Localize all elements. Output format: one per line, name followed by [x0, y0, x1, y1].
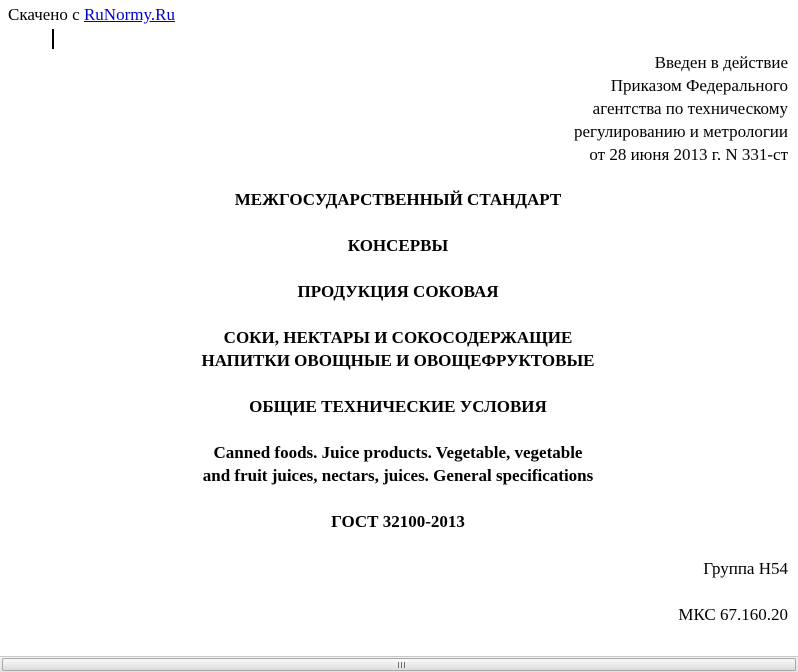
- intro-line: Приказом Федерального: [610, 76, 788, 95]
- gost-designation: [0, 510, 796, 533]
- intro-line: регулированию и метрологии: [573, 122, 788, 141]
- gost-designation-text: ГОСТ 32100-2013: [331, 512, 465, 531]
- english-title-line-1: Canned foods. Juice products. Vegetable, vegetable: [213, 443, 583, 462]
- standard-type: [0, 188, 796, 211]
- intro-line: от 28 июня 2013 г. N 331-ст: [589, 145, 788, 164]
- title-3: [0, 326, 796, 372]
- title-2-text: ПРОДУКЦИЯ СОКОВАЯ: [297, 282, 499, 301]
- group-code: Группа Н54: [703, 559, 788, 578]
- horizontal-scrollbar[interactable]: [0, 656, 798, 672]
- title-3-line-2: НАПИТКИ ОВОЩНЫЕ И ОВОЩЕФРУКТОВЫЕ: [201, 351, 595, 370]
- english-title: [0, 441, 796, 487]
- scrollbar-thumb[interactable]: [2, 658, 796, 671]
- title-1-text: КОНСЕРВЫ: [347, 236, 449, 255]
- title-3-line-1: СОКИ, НЕКТАРЫ И СОКОСОДЕРЖАЩИЕ: [223, 328, 573, 347]
- source-line: [8, 5, 175, 25]
- title-4: [0, 395, 796, 418]
- source-prefix: Скачено с: [8, 5, 84, 24]
- title-2: [0, 280, 796, 303]
- title-1: [0, 234, 796, 257]
- grip-icon: [397, 662, 406, 668]
- intro-line: агентства по техническому: [592, 99, 788, 118]
- mks-code: МКС 67.160.20: [678, 605, 788, 624]
- text-cursor: [52, 29, 54, 49]
- intro-line: Введен в действие: [654, 53, 788, 72]
- intro-block: [574, 51, 788, 166]
- runormy-link[interactable]: RuNormy.Ru: [83, 5, 175, 24]
- title-4-text: ОБЩИЕ ТЕХНИЧЕСКИЕ УСЛОВИЯ: [249, 397, 547, 416]
- english-title-line-2: and fruit juices, nectars, juices. General specifications: [202, 466, 594, 485]
- standard-type-text: МЕЖГОСУДАРСТВЕННЫЙ СТАНДАРТ: [234, 190, 562, 209]
